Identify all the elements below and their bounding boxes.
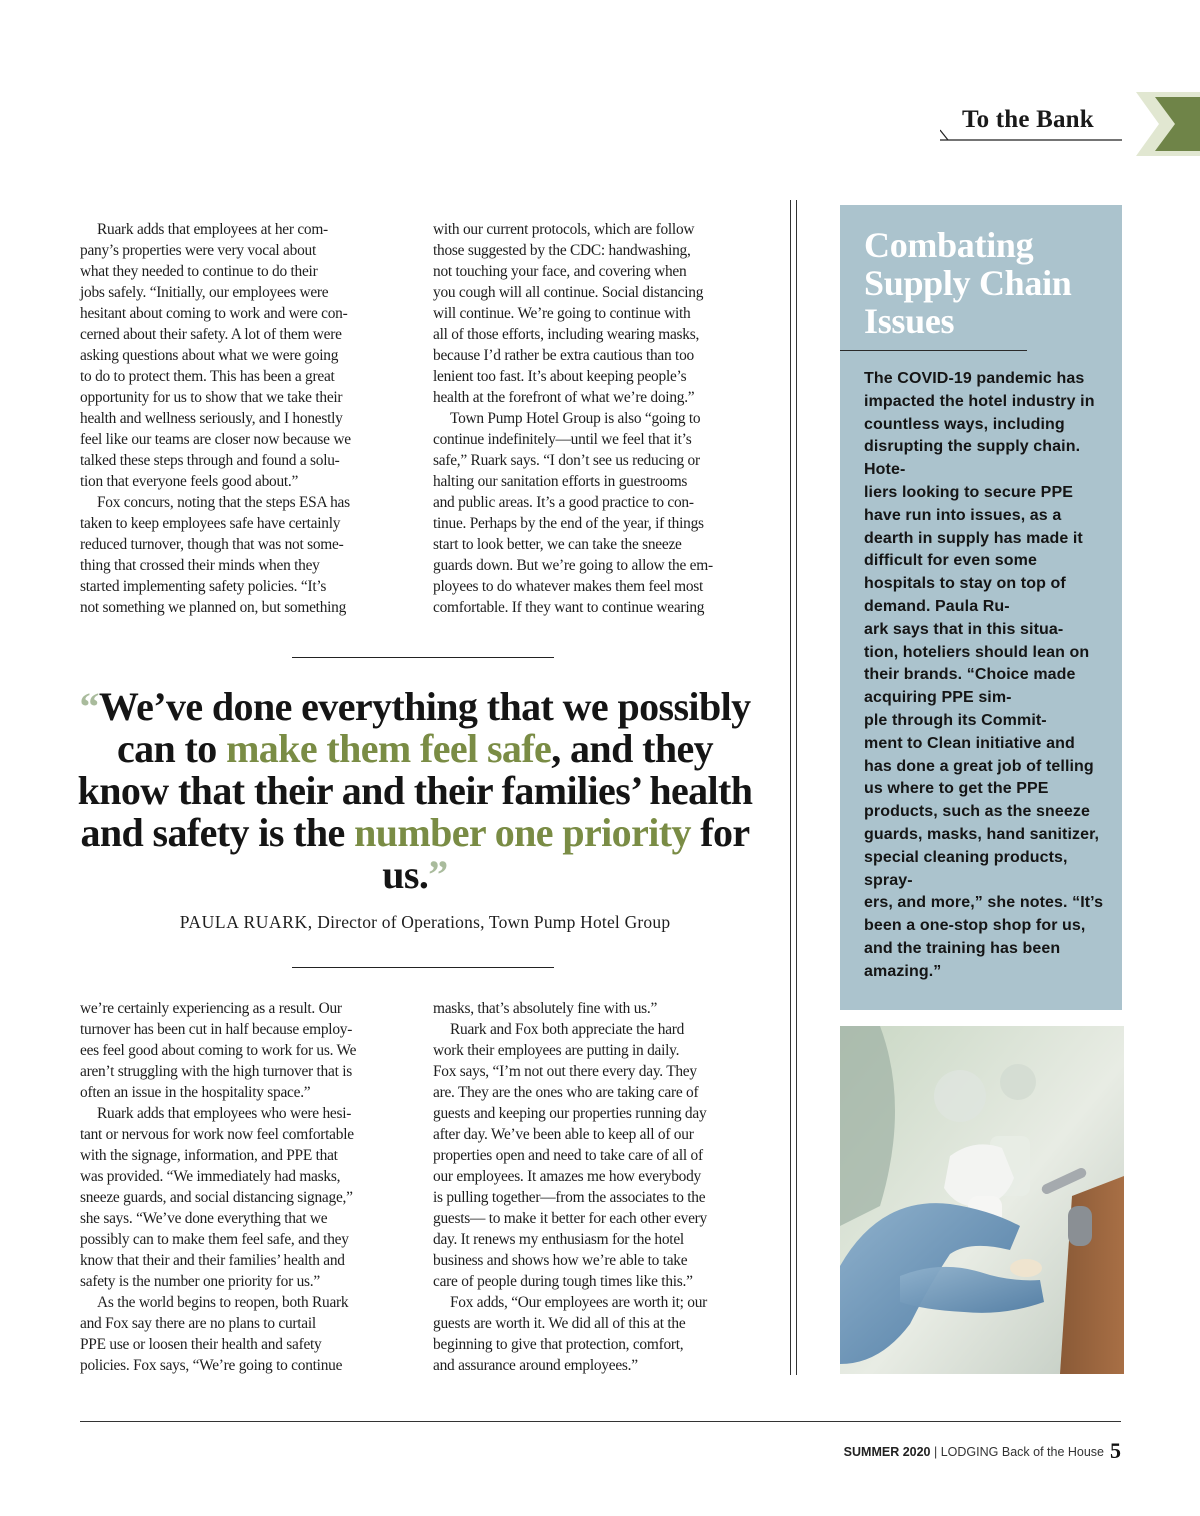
paragraph: As the world begins to reopen, both Ruark and Fox say there are no plans to curtail PPE use or loosen their health and safety policies. Fox says, “We’re going to continue [80, 1294, 349, 1374]
pull-quote-text: , and they know that their and their families’ health and safety is the [77, 726, 753, 855]
sidebar-body: The COVID-19 pandemic has impacted the hotel industry in countless ways, including disrupting the supply chain. Hote- liers looking to secure PPE have run into issues, as a dearth in supply has made it difficult for even some hospitals to stay on top of demand. Paula Ru- ark says that in this situa- tion, hoteliers should lean on their brands. “Choice made acquiring PPE sim- ple through its Commit- ment to Clean initiative and has done a great job of telling us where to get the PPE products, such as the sneeze guards, masks, hand sanitizer, special cleaning products, spray- ers, and more,” she notes. “It’s been a one-stop shop for us, and the training has been amazing.” [864, 370, 1104, 980]
sanitizing-door-handle-photo [840, 1026, 1124, 1374]
pull-quote [70, 686, 760, 896]
footer-separator: | [934, 1445, 938, 1459]
paragraph: Ruark adds that employees at her com- pany’s properties were very vocal about what they needed to continue to do their jobs safely. “Initially, our employees were hesitant about coming to work and were con- cerned about their safety. A lot of them were asking questions about what we were going to do to protect them. This has been a great opportunity for us to show that we take their health and wellness seriously, and I honestly feel like our teams are closer now because we talked these steps through and found a solu- tion that everyone feels good about.” [80, 221, 351, 490]
paragraph: Ruark adds that employees who were hesi- tant or nervous for work now feel comfortable with the signage, information, and PPE that was provided. “We immediately had masks, sneeze guards, and social distancing signage,” she says. “We’ve done everything that we possibly can to make them feel safe, and they know that their and their families’ health and safety is the number one priority for us.” [80, 1105, 354, 1290]
column-divider-rule [790, 200, 791, 1375]
close-quote-mark: ” [428, 852, 448, 897]
page-footer [844, 1438, 1121, 1464]
paragraph: masks, that’s absolutely fine with us.” [433, 1000, 658, 1017]
pull-quote-highlight: number one priority [354, 810, 691, 855]
section-title: To the Bank [962, 106, 1094, 133]
attribution-title: Director of Operations, Town Pump Hotel Group [317, 912, 671, 932]
open-quote-mark: “ [79, 684, 99, 729]
pull-quote-text: We’ve done everything that we possibly can to [98, 684, 751, 771]
quote-attribution [80, 912, 770, 933]
pull-quote-highlight: make them feel safe [226, 726, 552, 771]
footer-publication: LODGING Back of the House [940, 1445, 1104, 1459]
paragraph: Fox adds, “Our employees are worth it; our guests are worth it. We did all of this at the beginning to give that protection, comfort, and assurance around employees.” [433, 1294, 708, 1374]
paragraph: Ruark and Fox both appreciate the hard work their employees are putting in daily. Fox says, “I’m not out there every day. They are. They are the ones who are taking care of guests and keeping our properties running day after day. We’ve been able to keep all of our properties open and need to take care of all of our employees. It amazes me how everybody is pulling together—from the associates to the guests— to make it better for each other every day. It renews my enthusiasm for the hotel business and shows how we’re able to take care of people during tough times like this.” [433, 1021, 707, 1290]
paragraph: we’re certainly experiencing as a result. Our turnover has been cut in half because employ- ees feel good about coming to work for us. We aren’t struggling with the high turnover that is often an issue in the hospitality space.” [80, 1000, 357, 1101]
paragraph: Town Pump Hotel Group is also “going to continue indefinitely—until we feel that it’s safe,” Ruark says. “I don’t see us reducing or halting our sanitation efforts in guestrooms and public areas. It’s a good practice to con- tinue. Perhaps by the end of the year, if things start to look better, we can take the sneeze guards down. But we’re going to allow the em- ployees to do whatever makes them feel most comfortable. If they want to continue wearing [433, 410, 713, 616]
paragraph: Fox concurs, noting that the steps ESA has taken to keep employees safe have certainly reduced turnover, though that was not some- thing that crossed their minds when they started implementing safety policies. “It’s not something we planned on, but something [80, 494, 350, 616]
footer-season: SUMMER 2020 [843, 1445, 931, 1459]
article-column-1-top [80, 219, 414, 618]
footer-rule [80, 1421, 1121, 1422]
sidebar-title: Combating Supply Chain Issues [864, 225, 1072, 341]
sidebar-rule [840, 350, 1027, 351]
article-column-1-bottom [80, 998, 414, 1376]
attribution-name: PAULA RUARK, [179, 912, 313, 932]
article-column-2-bottom [433, 998, 773, 1376]
page-number: 5 [1110, 1438, 1121, 1463]
column-divider-rule [796, 200, 797, 1375]
pull-quote-bottom-rule [292, 967, 554, 968]
pull-quote-text: for us. [382, 810, 750, 897]
paragraph: with our current protocols, which are follow those suggested by the CDC: handwashing, not touching your face, and covering when you cough will all continue. Social distancing will continue. We’re going to continue with all of those efforts, including wearing masks, because I’d rather be extra cautious than too lenient too fast. It’s about keeping people’s health at the forefront of what we’re doing.” [433, 221, 704, 406]
article-column-2-top [433, 219, 773, 618]
pull-quote-top-rule [292, 657, 554, 658]
